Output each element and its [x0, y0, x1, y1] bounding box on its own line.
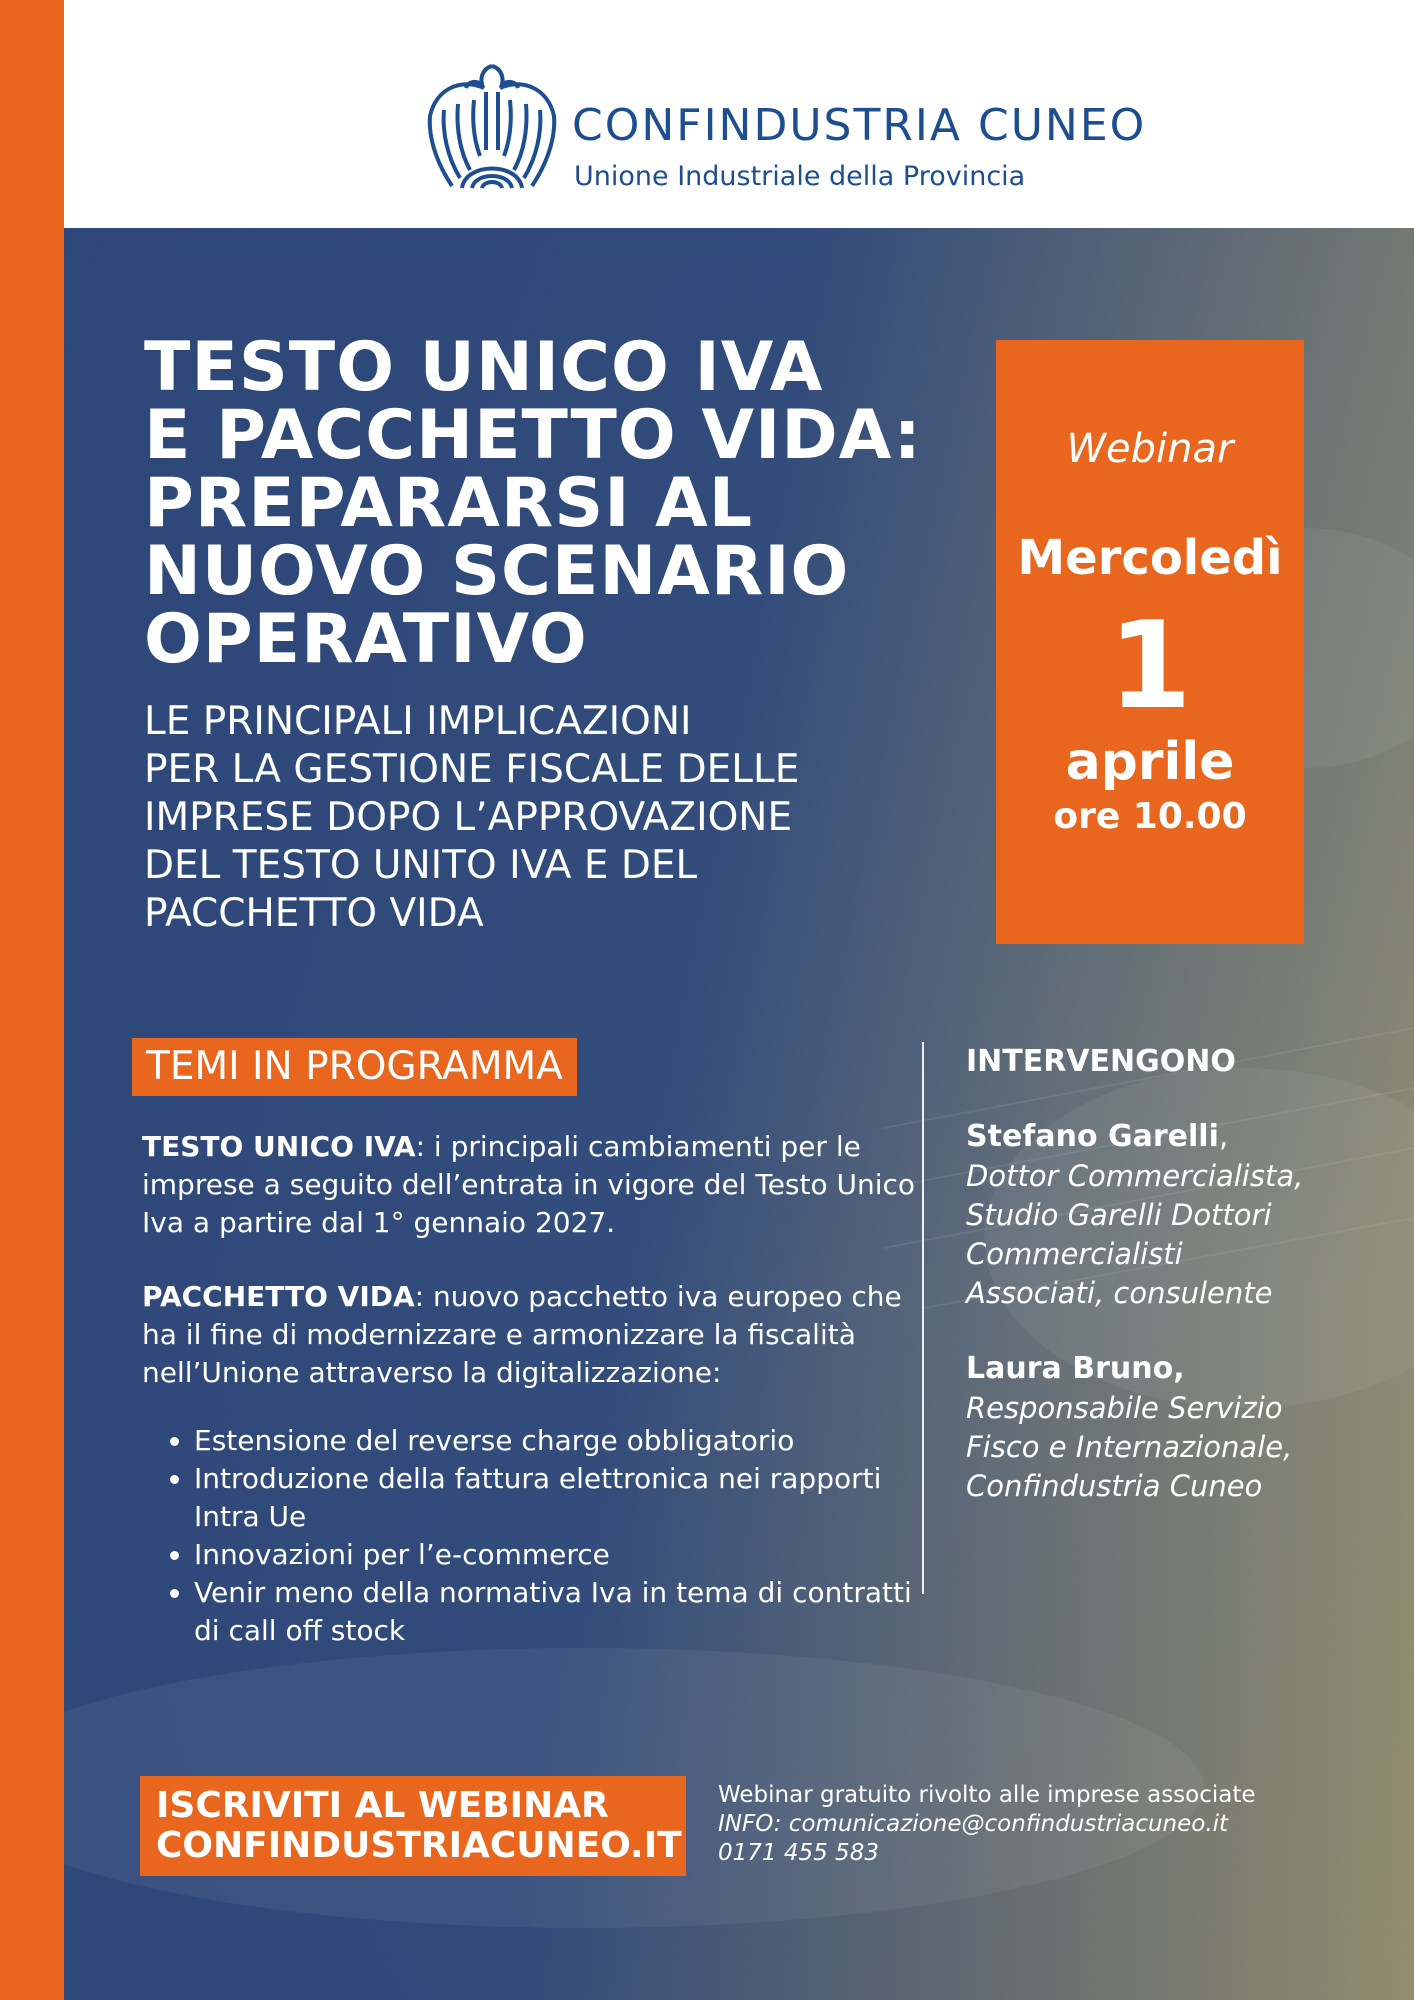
speaker-name-line	[966, 1117, 1366, 1157]
speaker-role: Associati, consulente	[966, 1276, 1273, 1310]
cta-line: ISCRIVITI AL WEBINAR	[156, 1785, 609, 1826]
subtitle-line: LE PRINCIPALI IMPLICAZIONI	[144, 699, 692, 744]
subtitle-line: DEL TESTO UNITO IVA E DEL	[144, 843, 698, 888]
topics-header: TEMI IN PROGRAMMA	[132, 1038, 577, 1096]
event-kicker: Webinar	[1066, 426, 1234, 472]
topic-label: PACCHETTO VIDA	[142, 1280, 415, 1313]
column-divider	[922, 1042, 924, 1594]
eagle-emblem-icon	[422, 58, 562, 198]
topic-text: : i principali cambiamenti per le imprese a seguito dell’entrata in vigore del Testo Unico Iva a partire dal 1° gennaio 2027.	[142, 1130, 916, 1239]
info-email-link[interactable]: INFO: comunicazione@confindustriacuneo.it	[718, 1811, 1229, 1837]
speaker-role: Commercialisti	[966, 1237, 1183, 1271]
event-month: aprile	[1065, 732, 1235, 792]
contact-info	[718, 1781, 1256, 1868]
speaker-role: Confindustria Cuneo	[966, 1469, 1263, 1503]
title-line: E PACCHETTO VIDA:	[144, 396, 922, 475]
logo-subtitle: Unione Industriale della Provincia	[574, 161, 1026, 192]
title-line: PREPARARSI AL	[144, 464, 754, 543]
subtitle-line: PER LA GESTIONE FISCALE DELLE	[144, 747, 800, 792]
event-weekday: Mercoledì	[1017, 530, 1283, 586]
topic-label: TESTO UNICO IVA	[142, 1130, 416, 1163]
speakers-header: INTERVENGONO	[966, 1044, 1236, 1079]
event-day: 1	[1108, 597, 1192, 736]
subtitle-line: PACCHETTO VIDA	[144, 891, 484, 936]
cta-url[interactable]: CONFINDUSTRIACUNEO.IT	[156, 1825, 682, 1866]
speaker-name: Laura Bruno,	[966, 1351, 1185, 1386]
hero-section	[64, 228, 1414, 2000]
speaker-role: Fisco e Internazionale,	[966, 1430, 1293, 1464]
title-line: NUOVO SCENARIO	[144, 532, 850, 611]
topic-text: : nuovo pacchetto iva europeo che ha il fine di modernizzare e armonizzare la fiscalità nell’Unione attraverso la digitalizzazione:	[142, 1280, 902, 1389]
info-free-webinar: Webinar gratuito rivolto alle imprese associate	[718, 1782, 1256, 1808]
bullet-item: • Introduzione della fattura elettronica nei rapporti Intra Ue	[194, 1460, 922, 1536]
speaker-card	[966, 1349, 1366, 1506]
topic-bullets	[142, 1422, 922, 1650]
event-time: ore 10.00	[1053, 796, 1247, 837]
webinar-title	[144, 328, 1004, 679]
left-accent-bar	[0, 0, 64, 2000]
speaker-role: Dottor Commercialista,	[966, 1159, 1304, 1193]
topics-list	[142, 1128, 922, 1650]
bullet-item: • Estensione del reverse charge obbligatorio	[194, 1422, 922, 1460]
speaker-role: Studio Garelli Dottori	[966, 1198, 1272, 1232]
bullet-item: • Innovazioni per l’e-commerce	[194, 1536, 922, 1574]
speaker-role: Responsabile Servizio	[966, 1391, 1283, 1425]
subtitle-line: IMPRESE DOPO L’APPROVAZIONE	[144, 795, 793, 840]
speaker-name-separator: ,	[1218, 1119, 1229, 1154]
speaker-card	[966, 1117, 1366, 1313]
event-date-box	[996, 340, 1304, 944]
logo-name: CONFINDUSTRIA CUNEO	[572, 100, 1147, 151]
bullet-item: • Venir meno della normativa Iva in tema di contratti di call off stock	[194, 1574, 922, 1650]
speakers-section	[966, 1044, 1366, 1542]
register-webinar-button[interactable]	[140, 1776, 686, 1876]
speaker-name: Stefano Garelli	[966, 1119, 1219, 1154]
title-line: TESTO UNICO IVA	[144, 328, 824, 407]
info-phone[interactable]: 0171 455 583	[718, 1840, 879, 1866]
topic-item	[142, 1128, 922, 1242]
header	[64, 0, 1414, 228]
confindustria-logo[interactable]	[422, 58, 1147, 198]
topic-item	[142, 1278, 922, 1392]
webinar-subtitle	[144, 698, 1004, 938]
title-line: OPERATIVO	[144, 600, 588, 679]
